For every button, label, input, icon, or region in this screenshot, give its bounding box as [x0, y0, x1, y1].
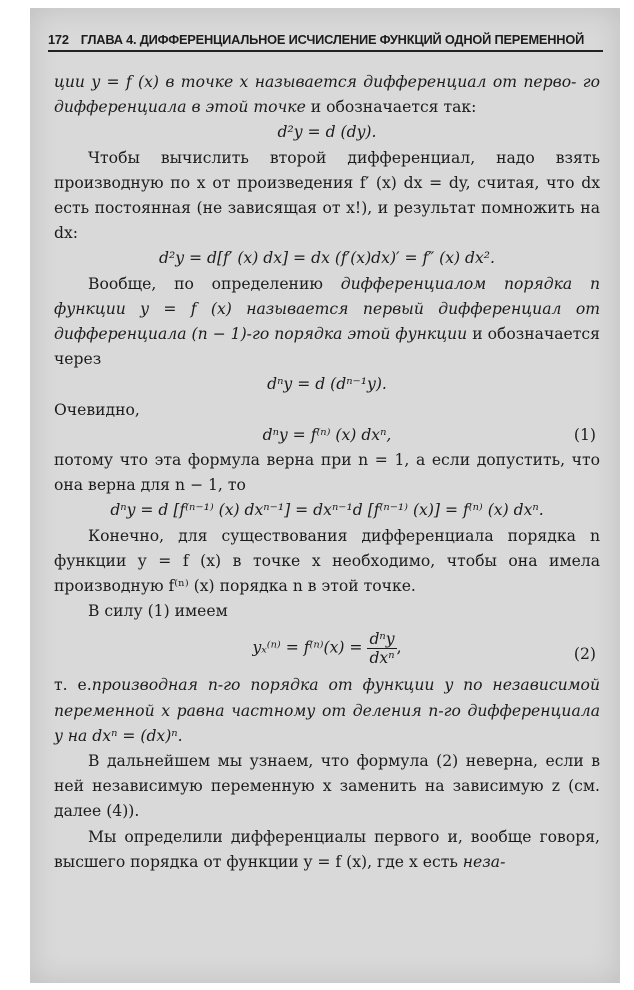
paragraph-8 — [54, 673, 600, 749]
paragraph-1 — [54, 70, 600, 120]
paragraph-10-hyphenated: неза- — [462, 852, 506, 871]
running-title: ГЛАВА 4. ДИФФЕРЕНЦИАЛЬНОЕ ИСЧИСЛЕНИЕ ФУНКЦИЙ ОДНОЙ ПЕРЕМЕННОЙ — [80, 32, 585, 47]
fraction-numerator: dⁿy — [369, 630, 395, 649]
paragraph-8-lead: т. е. — [54, 676, 92, 695]
formula-2-row: yₓ⁽ⁿ⁾ = f⁽ⁿ⁾(x) = $\frac{\text{dⁿy}}{\text{dxⁿ}}$ , (2) — [252, 630, 596, 668]
derivative-statement: производная n-го порядка от функции y по независимой переменной x равна частному от деления n-го дифференциала y на dxⁿ = (dx)ⁿ. — [54, 676, 600, 745]
paragraph-4: Очевидно, — [54, 400, 140, 419]
paragraph-2: Чтобы вычислить второй дифференциал, надо взять производную по x от произведения f′ (x) dx = dy, считая, что dx есть постоянная (не зависящая от x!), и результат помножить на dx: — [54, 148, 600, 243]
formula-2-lhs: yₓ⁽ⁿ⁾ = f⁽ⁿ⁾(x) = — [252, 638, 363, 657]
definition-nth-differential: дифференциалом порядка n функции y = f (x) называется первый дифференциал от дифференциала (n − 1)-го порядка этой функции — [54, 274, 600, 344]
paragraph-3-lead: Вообще, по определению — [88, 274, 323, 293]
formula-second-differential: d²y = d (dy). — [277, 123, 377, 142]
formula-nth-differential: dⁿy = d (dⁿ⁻¹y). — [267, 375, 387, 394]
fraction-denominator: dxⁿ — [369, 649, 395, 668]
equation-number-2: (2) — [573, 645, 596, 664]
definition-line: ции y = f (x) в точке x называется дифференциал от перво- — [54, 73, 577, 91]
formula-1: dⁿy = f⁽ⁿ⁾ (x) dxⁿ, — [262, 425, 392, 444]
paragraph-7: В силу (1) имеем — [88, 602, 228, 621]
formula-second-differential-expanded: d²y = d[f′ (x) dx] = dx (f′(x)dx)′ = f″ (x) dx². — [158, 249, 496, 268]
formula-1-row — [54, 423, 600, 448]
paragraph-3-tail: и обозначается через — [54, 325, 600, 369]
formula-2-fraction — [367, 630, 396, 667]
paragraph-9: В дальнейшем мы узнаем, что формула (2) неверна, если в ней независимую переменную x заменить на зависимую z (см. далее (4)). — [54, 752, 600, 821]
equation-number-1: (1) — [573, 425, 596, 444]
page-body — [54, 70, 600, 875]
page-number: 172 — [48, 32, 69, 47]
definition-continuation: го дифференциала в этой точке — [54, 73, 600, 117]
paragraph-5: потому что эта формула верна при n = 1, а если допустить, что она верна для n − 1, то — [54, 451, 600, 495]
paragraph-10-text: Мы определили дифференциалы первого и, вообще говоря, высшего порядка от функции y = f (x), где x есть — [54, 827, 600, 871]
running-header — [48, 32, 603, 52]
paragraph-10 — [54, 825, 600, 875]
formula-induction: dⁿy = d [f⁽ⁿ⁻¹⁾ (x) dxⁿ⁻¹] = dxⁿ⁻¹d [f⁽ⁿ⁻¹⁾ (x)] = f⁽ⁿ⁾ (x) dxⁿ. — [110, 501, 544, 520]
paragraph-6: Конечно, для существования дифференциала порядка n функции y = f (x) в точке x необходимо, чтобы она имела производную f⁽ⁿ⁾ (x) порядка n в этой точке. — [54, 526, 600, 596]
paragraph-3 — [54, 272, 600, 373]
definition-tail: и обозначается так: — [310, 98, 477, 117]
